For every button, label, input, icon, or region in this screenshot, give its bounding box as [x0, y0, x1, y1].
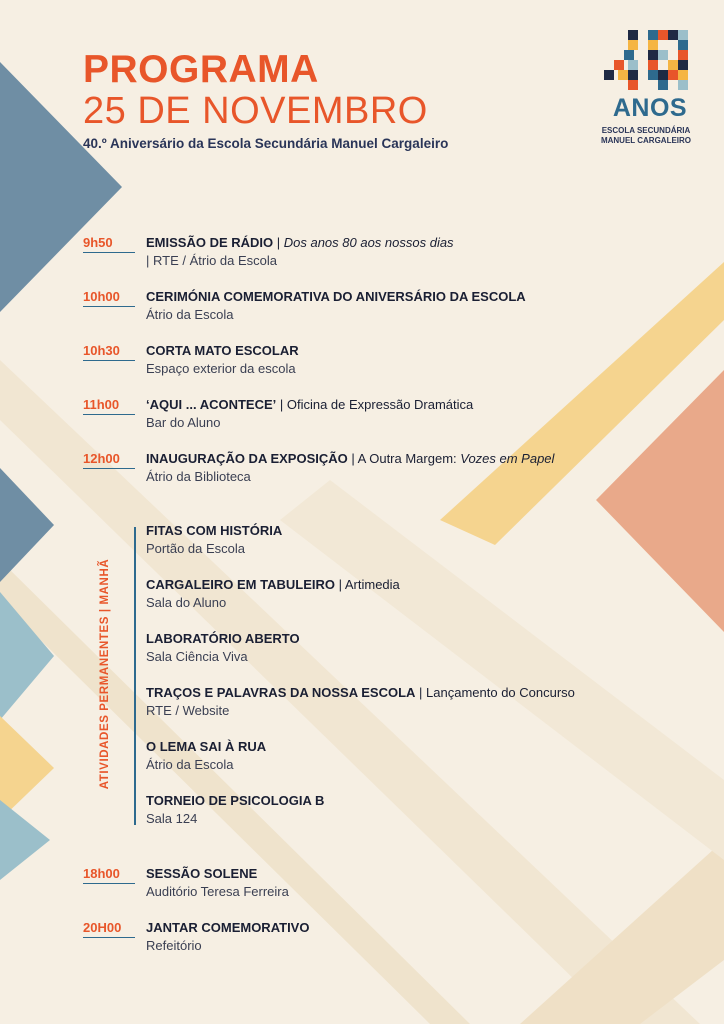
event-title: CERIMÓNIA COMEMORATIVA DO ANIVERSÁRIO DA ESCOLA [146, 289, 526, 304]
permanent-activities-label: ATIVIDADES PERMANENTES | MANHÃ [99, 558, 111, 790]
activity-place: RTE / Website [146, 703, 230, 718]
event-time: 20H00 [83, 920, 135, 938]
activity-title-line [146, 577, 400, 592]
event-title-line [146, 235, 454, 250]
event-place: Átrio da Escola [146, 307, 234, 322]
event-place: Espaço exterior da escola [146, 361, 296, 376]
page-subtitle: 40.º Aniversário da Escola Secundária Manuel Cargaleiro [83, 136, 449, 151]
event-time: 10h30 [83, 343, 135, 361]
activity-title: FITAS COM HISTÓRIA [146, 523, 283, 538]
event-title: ‘AQUI ... ACONTECE’ [146, 397, 277, 412]
event-separator: | [273, 235, 284, 250]
activity-separator: | [334, 577, 345, 592]
activity-place: Sala Ciência Viva [146, 649, 248, 664]
activity-place: Sala 124 [146, 811, 198, 826]
activity-extra: Artimedia [344, 577, 400, 592]
activity-title-line [146, 739, 266, 754]
event-time: 10h00 [83, 289, 135, 307]
event-time: 12h00 [83, 451, 135, 469]
event-time: 11h00 [83, 397, 135, 415]
event-title-line [146, 866, 257, 881]
event-place: Auditório Teresa Ferreira [146, 884, 289, 899]
event-title-line [146, 451, 554, 466]
activity-title: TRAÇOS E PALAVRAS DA NOSSA ESCOLA [146, 685, 416, 700]
event-title-line [146, 397, 473, 412]
logo-school-line1: ESCOLA SECUNDÁRIA [601, 126, 691, 135]
lightblue-triangle-bottom [0, 800, 50, 880]
event-date: 25 DE NOVEMBRO [83, 90, 428, 132]
activity-title-line [146, 631, 300, 646]
event-title-line [146, 289, 526, 304]
activity-title: TORNEIO DE PSICOLOGIA B [146, 793, 325, 808]
activity-place: Átrio da Escola [146, 757, 234, 772]
event-place: Átrio da Biblioteca [146, 469, 251, 484]
activity-title-line [146, 685, 575, 700]
logo-school-line2: MANUEL CARGALEIRO [600, 136, 692, 145]
event-separator: | [347, 451, 358, 466]
event-extra-italic: Vozes em Papel [460, 451, 555, 466]
logo-anos: ANOS [612, 94, 688, 122]
slate-triangle-mid [0, 468, 54, 582]
event-time: 9h50 [83, 235, 135, 253]
activity-place: Portão da Escola [146, 541, 246, 556]
event-title-line [146, 343, 299, 358]
activity-title: CARGALEIRO EM TABULEIRO [146, 577, 335, 592]
event-title: INAUGURAÇÃO DA EXPOSIÇÃO [146, 451, 348, 466]
event-title: SESSÃO SOLENE [146, 866, 258, 881]
activity-place: Sala do Aluno [146, 595, 227, 610]
event-extra-italic: Dos anos 80 aos nossos dias [283, 235, 454, 250]
event-time: 18h00 [83, 866, 135, 884]
activity-title-line [146, 793, 324, 808]
event-title: EMISSÃO DE RÁDIO [146, 235, 274, 250]
event-place: Refeitório [146, 938, 202, 953]
event-separator: | [276, 397, 287, 412]
activity-title: O LEMA SAI À RUA [146, 739, 267, 754]
page-title: PROGRAMA [83, 48, 319, 91]
yellow-triangle [0, 716, 54, 820]
event-title: CORTA MATO ESCOLAR [146, 343, 299, 358]
activity-title: LABORATÓRIO ABERTO [146, 631, 300, 646]
activity-title-line [146, 523, 282, 538]
event-title: JANTAR COMEMORATIVO [146, 920, 310, 935]
activity-separator: | [415, 685, 427, 700]
event-place: Bar do Aluno [146, 415, 221, 430]
event-title-line [146, 920, 309, 935]
logo-mosaic [604, 30, 688, 90]
activity-extra: Lançamento do Concurso [426, 685, 575, 700]
permanent-divider [134, 527, 136, 825]
event-extra: A Outra Margem: [357, 451, 461, 466]
event-extra: Oficina de Expressão Dramática [286, 397, 474, 412]
event-place: | RTE / Átrio da Escola [146, 253, 278, 268]
